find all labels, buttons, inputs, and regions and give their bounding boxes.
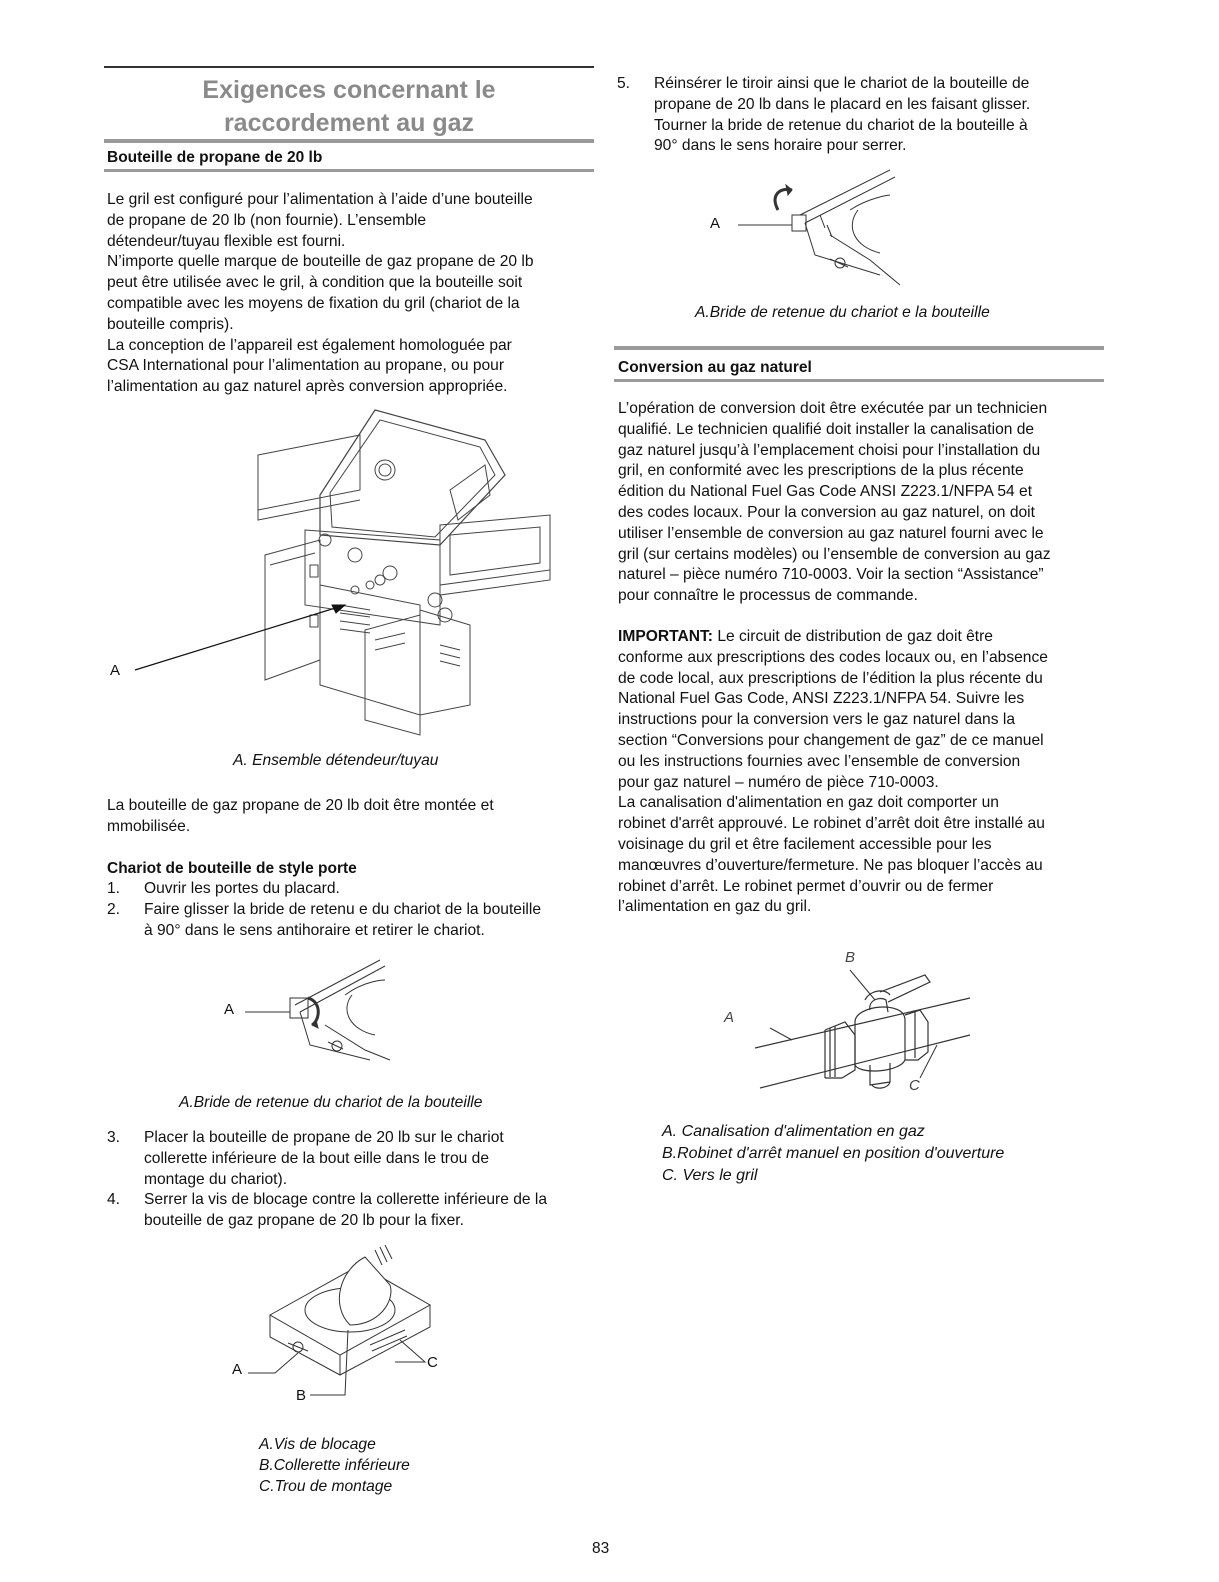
text-line: pour gaz naturel – numéro de pièce 710-0003. [618,773,939,791]
step-number: 3. [107,1129,121,1146]
bracket-illustration-left [240,950,410,1075]
text-line: CSA International pour l’alimentation au propane, ou pour [107,357,505,375]
text-line: montage du chariot). [144,1170,288,1188]
section-rule-top-2 [614,346,1104,350]
caption-line: C. Vers le gril [662,1167,758,1184]
list-item [107,900,597,942]
text-line: robinet d'arrêt approuvé. Le robinet d’arrêt doit être installé au [618,815,1045,833]
caption-line: B.Robinet d'arrêt manuel en position d'ouverture [662,1145,1005,1162]
fig5-label-c: C [909,1077,920,1094]
fig4-caption: A.Bride de retenue du chariot e la bouteille [695,304,990,321]
text-line: naturel – pièce numéro 710-0003. Voir la section “Assistance” [618,566,1044,584]
text-line: à 90° dans le sens antihoraire et retirer le chariot. [144,921,485,939]
intro-paragraph [107,190,534,398]
fig5-caption [662,1121,1004,1187]
section-rule-top [104,139,594,143]
fig2-caption: A.Bride de retenue du chariot de la bouteille [179,1094,483,1111]
list-item [107,1190,597,1232]
text-line: de code local, aux prescriptions de l’édition la plus récente du [618,669,1043,687]
important-label: IMPORTANT: [618,628,713,645]
mount-paragraph [107,796,494,838]
section-heading-propane: Bouteille de propane de 20 lb [107,149,323,166]
text-line: l’alimentation en gaz du gril. [618,898,812,916]
caption-line: A.Vis de blocage [259,1436,376,1453]
text-line: édition du National Fuel Gas Code ANSI Z223.1/NFPA 54 et [618,483,1033,501]
text-line: Tourner la bride de retenue du chariot de la bouteille à [654,116,1028,134]
text-line: collerette inférieure de la bout eille dans le trou de [144,1149,490,1167]
text-line: détendeur/tuyau flexible est fourni. [107,232,346,250]
list-item [107,879,597,900]
step-number: 2. [107,900,121,918]
fig1-caption: A. Ensemble détendeur/tuyau [233,752,439,769]
step-number: 1. [107,880,121,897]
page-number: 83 [592,1540,610,1557]
tank-cart-illustration [230,1245,440,1405]
fig3-label-b: B [296,1387,307,1404]
text-line: peut être utilisée avec le gril, à condition que la bouteille soit [107,274,523,292]
fig2-label-a: A [224,1001,235,1018]
text-line: compatible avec les moyens de fixation du gril (chariot de la [107,294,520,312]
fig5-label-b: B [845,949,856,966]
text-line: mmobilisée. [107,817,191,835]
text-line: L’opération de conversion doit être exécutée par un technicien [618,400,1048,417]
text-line: utiliser l’ensemble de conversion au gaz naturel fourni avec le [618,524,1044,542]
text-line: 90° dans le sens horaire pour serrer. [654,137,907,155]
steps-list-b [107,1128,597,1232]
fig4-label-a: A [710,215,721,232]
text-line: bouteille compris). [107,315,234,333]
fig3-label-a: A [232,1361,243,1378]
text-line: section “Conversions pour changement de gaz” de ce manuel [618,731,1044,749]
text-line: pour connaître le processus de commande. [618,587,918,605]
page-title-line1: Exigences concernant le [202,76,496,104]
text-line: La conception de l’appareil est également homologuée par [107,336,512,354]
important-paragraph [618,627,1048,918]
fig5-label-a: A [724,1009,735,1026]
section-heading-conversion: Conversion au gaz naturel [618,359,812,376]
bracket-illustration-right [730,165,920,295]
text-line: La canalisation d'alimentation en gaz doit comporter un [618,794,999,812]
text-line: National Fuel Gas Code, ANSI Z223.1/NFPA 54. Suivre les [618,690,1025,708]
caption-line: B.Collerette inférieure [259,1457,410,1474]
text-line: Faire glisser la bride de retenu e du chariot de la bouteille [144,900,542,918]
text-line: Placer la bouteille de propane de 20 lb sur le chariot [144,1129,504,1146]
text-line: gaz naturel jusqu’à l’emplacement choisi pour l’installation du [618,441,1041,459]
text-line: N’importe quelle marque de bouteille de gaz propane de 20 lb [107,253,534,271]
important-first: Le circuit de distribution de gaz doit être [713,628,993,645]
text-line: propane de 20 lb dans le placard en les faisant glisser. [654,95,1031,113]
text-line: voisinage du gril et être facilement accessible pour les [618,835,992,853]
step-number: 5. [617,75,631,92]
list-item [617,74,1107,157]
step-number: 4. [107,1191,121,1209]
text-line: gril (sur certains modèles) ou l’ensemble de conversion au gaz [618,545,1051,563]
text-line: Ouvrir les portes du placard. [144,880,340,897]
text-line: gril, en conformité avec les prescriptions de la plus récente [618,462,1024,480]
text-line: La bouteille de gaz propane de 20 lb doit être montée et [107,797,494,814]
text-line: ou les instructions fournies avec l’ensemble de conversion [618,752,1021,770]
steps-list-a [107,879,597,941]
text-line: Réinsérer le tiroir ainsi que le chariot de la bouteille de [654,75,1030,92]
caption-line: C.Trou de montage [259,1478,393,1495]
text-line: manœuvres d’ouverture/fermeture. Ne pas bloquer l’accès au [618,856,1043,874]
page-title-line2: raccordement au gaz [223,109,475,137]
text-line: bouteille de gaz propane de 20 lb pour la fixer. [144,1212,464,1230]
grill-illustration [110,395,570,745]
text-line: instructions pour la conversion vers le gaz naturel dans la [618,711,1015,729]
text-line [618,627,1048,648]
conversion-paragraph [618,399,1051,607]
section-rule-bottom-2 [614,379,1104,382]
text-line: Le gril est configuré pour l’alimentation à l’aide d’une bouteille [107,191,533,208]
list-item [107,1128,597,1190]
valve-illustration [730,960,980,1100]
fig3-caption [259,1434,410,1497]
text-line: l’alimentation au gaz naturel après conversion appropriée. [107,378,508,396]
text-line: robinet d’arrêt. Le robinet permet d’ouvrir ou de fermer [618,877,994,895]
fig3-label-c: C [427,1354,438,1371]
title-top-rule [104,66,594,68]
section-rule-bottom [104,169,594,172]
steps-list-c [617,74,1107,157]
text-line: des codes locaux. Pour la conversion au gaz naturel, on doit [618,503,1035,521]
text-line: qualifié. Le technicien qualifié doit installer la canalisation de [618,420,1035,438]
caption-line: A. Canalisation d'alimentation en gaz [662,1123,925,1140]
text-line: conforme aux prescriptions des codes locaux ou, en l’absence [618,648,1048,666]
text-line: Serrer la vis de blocage contre la collerette inférieure de la [144,1191,548,1209]
fig1-label-a: A [110,662,121,679]
section-heading-cart: Chariot de bouteille de style porte [107,860,357,877]
text-line: de propane de 20 lb (non fournie). L’ensemble [107,211,427,229]
